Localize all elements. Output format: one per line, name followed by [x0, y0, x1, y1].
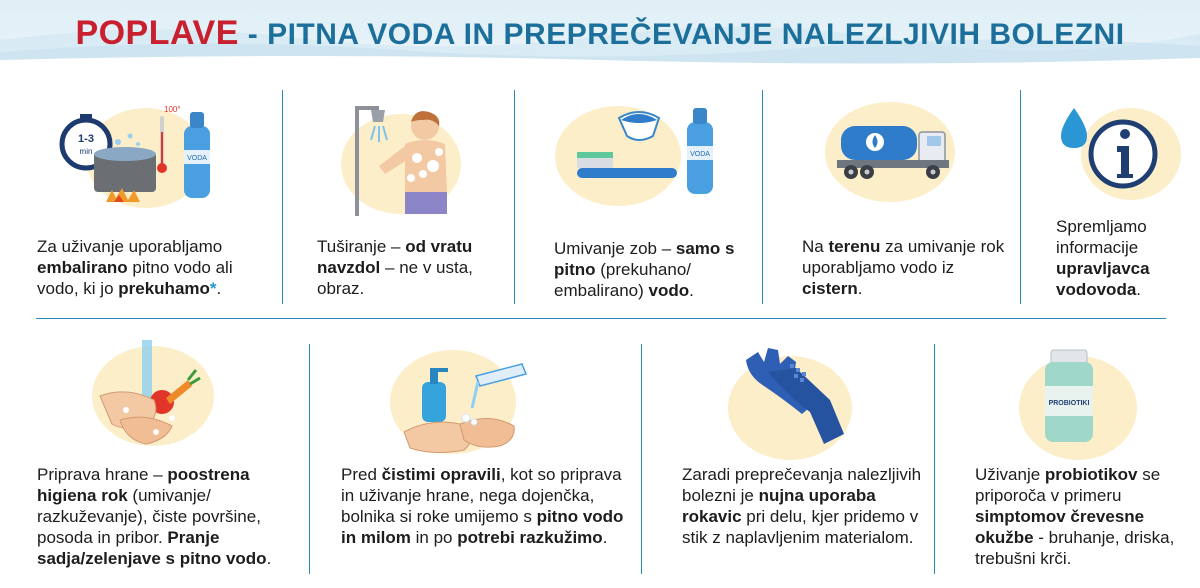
text-part: (prekuhano/ embalirano): [554, 260, 691, 300]
title-red: POPLAVE: [75, 14, 239, 52]
text-bold: Pranje sadja/zelenjave s pitno vodo: [37, 528, 267, 568]
text-bold: od vratu navzdol: [317, 237, 473, 277]
text-part: .: [857, 279, 863, 298]
text-bold: čistimi opravili: [381, 465, 501, 484]
tip-probiotics: [935, 330, 1200, 588]
title-blue: - PITNA VODA IN PREPREČEVANJE NALEZLJIVIH BOLEZNI: [238, 18, 1125, 51]
tip-shower: [283, 80, 514, 310]
text-part: pitno vodo ali vodo, ki jo: [37, 258, 233, 298]
thermometer-label: 100°: [164, 105, 181, 114]
text-part: Spremljamo informacije: [1056, 217, 1147, 257]
text-bold: samo s pitno: [554, 239, 735, 279]
text-part: - bruhanje, driska, trebušni krči.: [975, 528, 1175, 568]
page-title: [0, 14, 1200, 53]
tip-cistern: [763, 80, 1020, 310]
timer-text: 1-3: [78, 133, 94, 145]
text-bold: pitno vodo in milom: [341, 507, 624, 547]
tip-text: [37, 236, 275, 299]
text-part: (umivanje/ razkuževanje), čiste površine, posoda in pribor.: [37, 486, 261, 547]
text-part: Zaradi preprečevanja nalezljivih bolezni je: [682, 465, 922, 505]
tip-hand-washing: [310, 330, 641, 588]
text-bold: prekuhamo: [118, 279, 210, 298]
text-part: .: [1136, 280, 1142, 299]
tip-text: [317, 236, 507, 299]
text-part: .: [266, 549, 272, 568]
text-part: se priporoča v primeru: [975, 465, 1161, 505]
text-part: .: [689, 281, 694, 300]
text-bold: nujna uporaba rokavic: [682, 486, 876, 526]
text-part: Pred: [341, 465, 382, 484]
tip-text: [1056, 216, 1196, 300]
text-part: .: [216, 279, 222, 298]
toothbrush-icon: [569, 106, 739, 196]
text-bold: potrebi razkužimo: [457, 528, 603, 547]
tip-text: [682, 464, 922, 548]
tip-text: [37, 464, 305, 569]
gloves-icon: [738, 342, 858, 446]
text-part: .: [602, 528, 608, 547]
text-bold: simptomov črevesne okužbe: [975, 507, 1145, 547]
text-bold: poostrena higiena rok: [37, 465, 250, 505]
tip-text: [554, 238, 754, 301]
tip-boiled-water: [0, 80, 282, 310]
bottle-label: VODA: [187, 155, 207, 162]
shower-icon: [349, 104, 459, 219]
tip-text: [341, 464, 633, 548]
probiotics-icon: [1039, 348, 1099, 444]
text-part: Tuširanje –: [317, 237, 406, 256]
text-part: pri delu, kjer pridemo v stik z naplavljenim materialom.: [682, 507, 919, 547]
tip-text: [802, 236, 1012, 299]
text-part: Uživanje: [975, 465, 1045, 484]
text-bold: cistern: [802, 279, 858, 298]
text-part: za umivanje rok uporabljamo vodo iz: [802, 237, 1005, 277]
text-bold: upravljavca vodovoda: [1056, 259, 1150, 299]
info-icon: [1057, 106, 1163, 194]
washing-vegetables-icon: [96, 340, 216, 450]
text-bold: probiotikov: [1044, 465, 1138, 484]
text-part: Za uživanje uporabljamo: [37, 237, 223, 256]
boiling-water-icon: [56, 102, 226, 222]
tip-gloves: [642, 330, 934, 588]
timer-unit: min: [79, 147, 93, 156]
text-part: , kot so priprava in uživanje hrane, nega dojenčka, bolnika si roke umijemo s: [341, 465, 622, 526]
text-bold: vodo: [648, 281, 690, 300]
text-part: Umivanje zob –: [554, 239, 676, 258]
tip-food-prep: [0, 330, 309, 588]
water-truck-icon: [835, 118, 955, 188]
text-part: – ne v usta, obraz.: [317, 258, 473, 298]
divider-horizontal: [36, 318, 1166, 319]
text-part: Na: [802, 237, 829, 256]
text-bold: terenu: [828, 237, 881, 256]
tip-info: [1021, 80, 1200, 310]
text-bold: embalirano: [37, 258, 128, 277]
bottle-label: VODA: [690, 151, 710, 158]
hand-washing-icon: [404, 360, 534, 456]
asterisk: *: [209, 279, 217, 298]
text-part: Priprava hrane –: [37, 465, 168, 484]
text-part: in po: [410, 528, 458, 547]
probiotic-label: PROBIOTIKI: [1048, 400, 1090, 407]
header-banner: [0, 0, 1200, 68]
tip-teeth: [515, 80, 762, 310]
tip-text: [975, 464, 1195, 569]
